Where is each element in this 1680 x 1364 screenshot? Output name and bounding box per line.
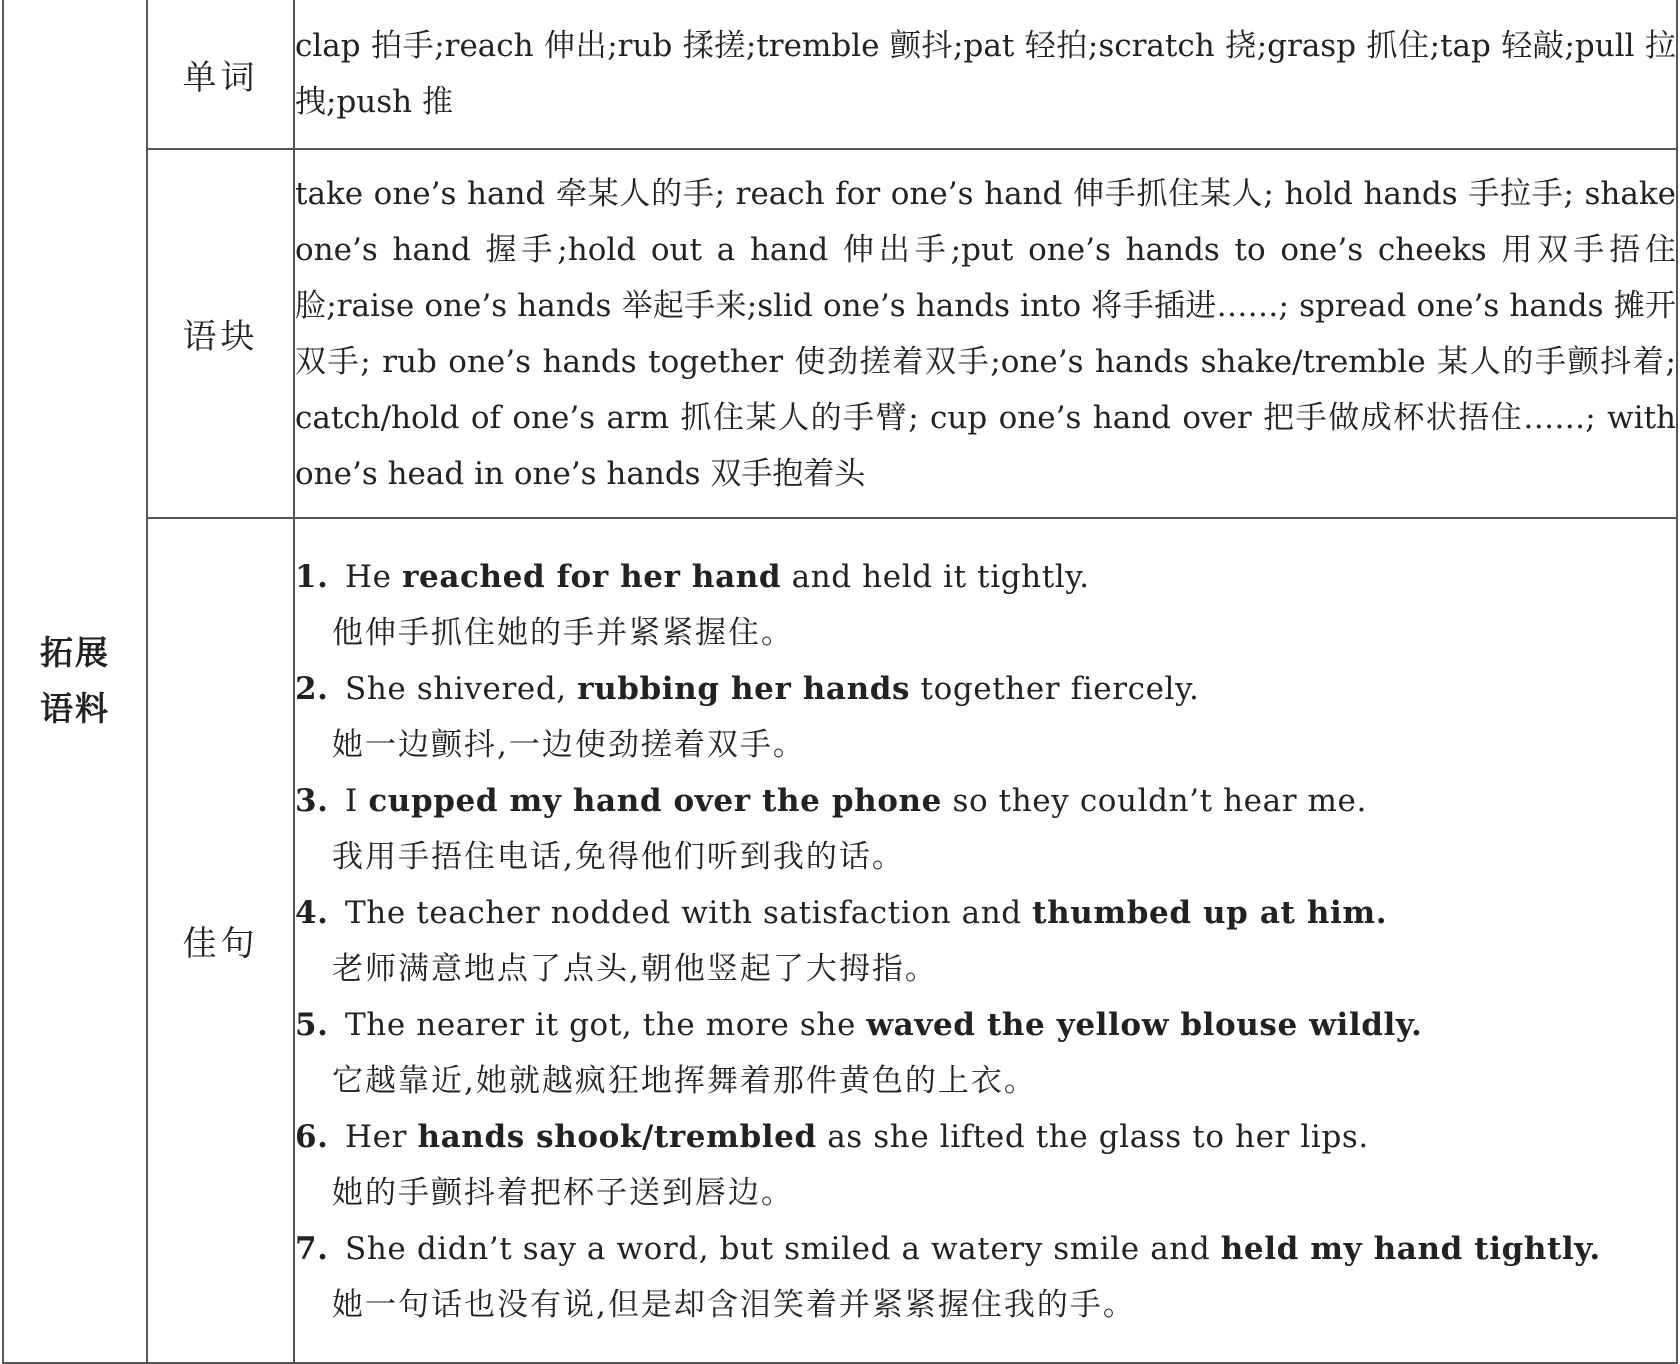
sentence-text-post: and held it tightly. bbox=[781, 558, 1090, 595]
sentences-content bbox=[294, 518, 1677, 1363]
sentence-english bbox=[295, 773, 1676, 829]
sentence-item bbox=[295, 773, 1676, 885]
sentence-text-pre: Her bbox=[334, 1118, 418, 1155]
sentence-english bbox=[295, 1221, 1676, 1277]
sentence-translation: 她一边颤抖,一边使劲搓着双手。 bbox=[332, 726, 806, 763]
sentence-english bbox=[295, 661, 1676, 717]
sentence-number: 5. bbox=[295, 1006, 329, 1043]
sentence-item bbox=[295, 1221, 1676, 1333]
sentence-number: 3. bbox=[295, 782, 329, 819]
sentence-text-post: as she lifted the glass to her lips. bbox=[816, 1118, 1369, 1155]
chunks-row bbox=[3, 149, 1677, 518]
sentence-item bbox=[295, 1109, 1676, 1221]
sentence-number: 4. bbox=[295, 894, 329, 931]
sentence-text-pre: The teacher nodded with satisfaction and bbox=[334, 894, 1033, 931]
sentence-item bbox=[295, 661, 1676, 773]
sentence-english bbox=[295, 885, 1676, 941]
words-content: clap 拍手;reach 伸出;rub 揉搓;tremble 颤抖;pat 轻拍;scratch 挠;grasp 抓住;tap 轻敲;pull 拉拽;push 推 bbox=[294, 0, 1677, 149]
sentence-highlight: thumbed up at him. bbox=[1032, 894, 1388, 931]
sentence-translation: 他伸手抓住她的手并紧紧握住。 bbox=[332, 614, 794, 651]
section-label-line2: 语料 bbox=[40, 689, 110, 728]
sentences-row bbox=[3, 518, 1677, 1363]
section-label bbox=[3, 0, 147, 1363]
sentence-translation: 它越靠近,她就越疯狂地挥舞着那件黄色的上衣。 bbox=[332, 1062, 1037, 1099]
sentence-number: 1. bbox=[295, 558, 329, 595]
sentence-text-pre: I bbox=[334, 782, 369, 819]
words-label: 单词 bbox=[147, 0, 294, 149]
sentence-translation: 我用手捂住电话,免得他们听到我的话。 bbox=[332, 838, 905, 875]
sentence-highlight: hands shook/trembled bbox=[417, 1118, 817, 1155]
section-label-line1: 拓展 bbox=[40, 633, 110, 672]
sentence-text-post: together fiercely. bbox=[910, 670, 1200, 707]
sentences-label: 佳句 bbox=[147, 518, 294, 1363]
words-row bbox=[3, 0, 1677, 149]
vocabulary-table bbox=[2, 0, 1678, 1364]
sentence-number: 6. bbox=[295, 1118, 329, 1155]
sentence-text-pre: She shivered, bbox=[334, 670, 578, 707]
sentence-text-pre: She didn’t say a word, but smiled a watery smile and bbox=[334, 1230, 1221, 1267]
sentence-translation: 老师满意地点了点头,朝他竖起了大拇指。 bbox=[332, 950, 938, 987]
sentence-number: 7. bbox=[295, 1230, 329, 1267]
sentence-item bbox=[295, 549, 1676, 661]
sentence-text-pre: He bbox=[334, 558, 403, 595]
chunks-content: take one’s hand 牵某人的手; reach for one’s hand 伸手抓住某人; hold hands 手拉手; shake one’s hand 握手;hold out a hand 伸出手;put one’s hands to one’s cheeks 用双手捂住脸;raise one’s hands 举起手来;slid one’s hands into 将手插进……; spread one’s hands 摊开双手; rub one’s hands together 使劲搓着双手;one’s hands shake/tremble 某人的手颤抖着; catch/hold of one’s arm 抓住某人的手臂; cup one’s hand over 把手做成杯状捂住……; with one’s head in one’s hands 双手抱着头 bbox=[294, 149, 1677, 518]
sentence-highlight: cupped my hand over the phone bbox=[368, 782, 942, 819]
sentence-english bbox=[295, 997, 1676, 1053]
chunks-label: 语块 bbox=[147, 149, 294, 518]
sentence-text-pre: The nearer it got, the more she bbox=[334, 1006, 867, 1043]
sentence-item bbox=[295, 997, 1676, 1109]
sentence-highlight: reached for her hand bbox=[402, 558, 782, 595]
sentence-text-post: so they couldn’t hear me. bbox=[942, 782, 1367, 819]
sentence-translation: 她的手颤抖着把杯子送到唇边。 bbox=[332, 1174, 794, 1211]
sentence-highlight: waved the yellow blouse wildly. bbox=[866, 1006, 1423, 1043]
sentence-number: 2. bbox=[295, 670, 329, 707]
sentence-highlight: rubbing her hands bbox=[577, 670, 911, 707]
sentence-translation: 她一句话也没有说,但是却含泪笑着并紧紧握住我的手。 bbox=[332, 1286, 1136, 1323]
sentence-english bbox=[295, 1109, 1676, 1165]
sentence-highlight: held my hand tightly. bbox=[1220, 1230, 1601, 1267]
sentence-english bbox=[295, 549, 1676, 605]
sentence-item bbox=[295, 885, 1676, 997]
